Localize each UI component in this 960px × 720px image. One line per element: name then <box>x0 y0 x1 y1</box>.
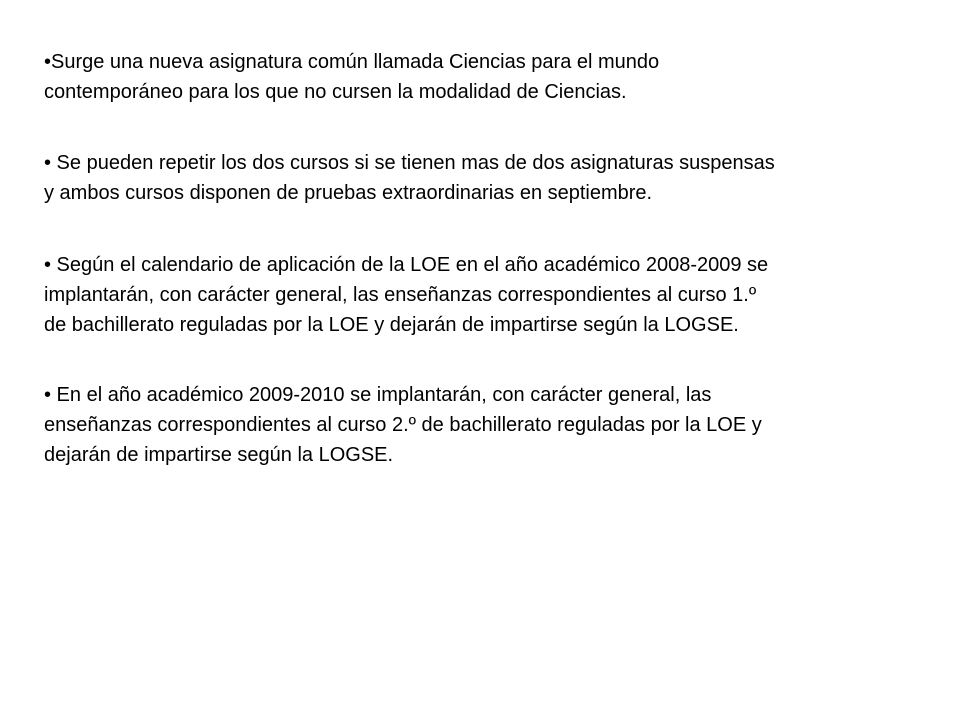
bullet-calendario-2009-2010: • En el año académico 2009-2010 se implantarán, con carácter general, las enseñanzas correspondientes al curso 2.º de bachillerato reguladas por la LOE y dejarán de impartirse según la LOGSE. <box>44 384 762 466</box>
bullet-ciencias-mundo-contemporaneo: •Surge una nueva asignatura común llamada Ciencias para el mundo contemporáneo para los que no cursen la modalidad de Ciencias. <box>44 51 660 103</box>
bullet-calendario-2008-2009: • Según el calendario de aplicación de la LOE en el año académico 2008-2009 se implantarán, con carácter general, las enseñanzas correspondientes al curso 1.º de bachillerato reguladas por la LOE y dejarán de impartirse según la LOGSE. <box>44 254 769 336</box>
bullet-repetir-cursos: • Se pueden repetir los dos cursos si se tienen mas de dos asignaturas suspensas y ambos cursos disponen de pruebas extraordinarias en septiembre. <box>44 152 775 204</box>
